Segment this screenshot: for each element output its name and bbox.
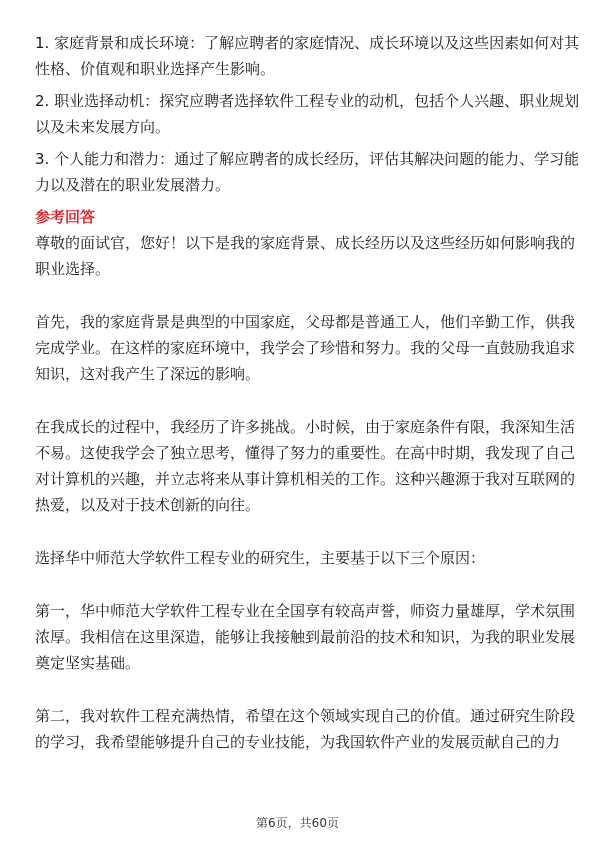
text-line: 尊敬的面试官，您好！以下是我的家庭背景、成长经历以及这些经历如何影响我的: [35, 234, 576, 252]
page-content: [35, 30, 580, 755]
text-line: 2. 职业选择动机：探究应聘者选择软件工程专业的动机，包括个人兴趣、职业规划: [35, 92, 580, 110]
text-line: 第二，我对软件工程充满热情，希望在这个领域实现自己的价值。通过研究生阶段: [35, 707, 576, 725]
question-points: [35, 30, 580, 198]
text-line: 在我成长的过程中，我经历了许多挑战。小时候，由于家庭条件有限，我深知生活: [35, 418, 576, 436]
paragraph-2: [35, 309, 576, 387]
paragraph-3: [35, 414, 576, 518]
point-2: [35, 88, 580, 140]
text-line: 对计算机的兴趣，并立志将来从事计算机相关的工作。这种兴趣源于我对互联网的: [35, 470, 576, 488]
text-line: 第一，华中师范大学软件工程专业在全国享有较高声誉，师资力量雄厚，学术氛围: [35, 602, 576, 620]
text-line: 3. 个人能力和潜力：通过了解应聘者的成长经历，评估其解决问题的能力、学习能: [35, 150, 580, 168]
text-line: 不易。这使我学会了独立思考，懂得了努力的重要性。在高中时期，我发现了自己: [35, 444, 576, 462]
text-line: 热爱，以及对于技术创新的向往。: [35, 496, 261, 514]
text-line: 浓厚。我相信在这里深造，能够让我接触到最前沿的技术和知识，为我的职业发展: [35, 628, 576, 646]
text-line: 奠定坚实基础。: [35, 654, 141, 672]
text-line: 力以及潜在的职业发展潜力。: [35, 176, 231, 194]
text-line: 1. 家庭背景和成长环境：了解应聘者的家庭情况、成长环境以及这些因素如何对其: [35, 34, 580, 52]
text-line: 完成学业。在这样的家庭环境中，我学会了珍惜和努力。我的父母一直鼓励我追求: [35, 339, 576, 357]
point-1: [35, 30, 580, 82]
text-line: 知识，这对我产生了深远的影响。: [35, 365, 261, 383]
text-line: 职业选择。: [35, 260, 111, 278]
text-line: 性格、价值观和职业选择产生影响。: [35, 60, 276, 78]
paragraph-1: [35, 230, 576, 282]
paragraph-5: [35, 598, 576, 676]
paragraph-4: [35, 545, 567, 571]
text-line: 首先，我的家庭背景是典型的中国家庭，父母都是普通工人，他们辛勤工作，供我: [35, 313, 576, 331]
point-3: [35, 146, 580, 198]
paragraph-6: [35, 703, 576, 755]
text-line: 选择华中师范大学软件工程专业的研究生，主要基于以下三个原因：: [35, 549, 486, 567]
text-line: 的学习，我希望能够提升自己的专业技能，为我国软件产业的发展贡献自己的力: [35, 733, 561, 751]
page-number: 第6页，共60页: [256, 816, 339, 830]
text-line: 以及未来发展方向。: [35, 118, 171, 136]
answer-heading: 参考回答: [35, 208, 96, 226]
